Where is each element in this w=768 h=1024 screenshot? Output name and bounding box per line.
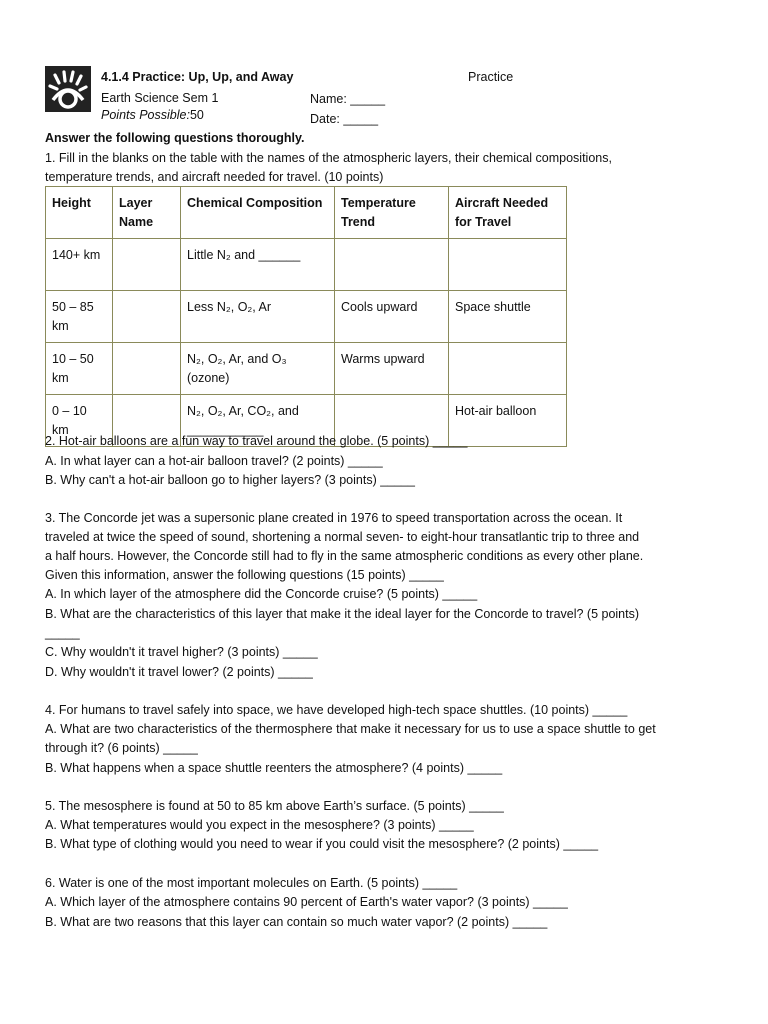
cell-composition: N₂, O₂, Ar, CO₂, and ___________ (181, 395, 335, 447)
cell-height: 10 – 50 km (46, 343, 113, 395)
cell-composition: Less N₂, O₂, Ar (181, 291, 335, 343)
instructions: Answer the following questions thoroughly. (45, 131, 305, 145)
cell-height: 50 – 85 km (46, 291, 113, 343)
question-3-line-2: traveled at twice the speed of sound, shortening a normal seven- to eight-hour transatlantic trip to three and (45, 530, 640, 544)
course-name: Earth Science Sem 1 (101, 91, 219, 105)
sun-logo-icon (45, 66, 91, 112)
cell-layer-name (113, 343, 181, 395)
question-2b: B. Why can't a hot-air balloon go to higher layers? (3 points) _____ (45, 473, 415, 487)
table-header-row (46, 187, 567, 239)
points-possible (101, 108, 204, 122)
question-4: 4. For humans to travel safely into space, we have developed high-tech space shuttles. (10 points) _____ (45, 703, 628, 717)
cell-layer-name (113, 239, 181, 291)
header-aircraft: Aircraft Needed for Travel (449, 187, 567, 239)
cell-height: 0 – 10 km (46, 395, 113, 447)
cell-temperature: Cools upward (335, 291, 449, 343)
cell-aircraft (449, 343, 567, 395)
question-3c: C. Why wouldn't it travel higher? (3 points) _____ (45, 645, 318, 659)
cell-composition: N₂, O₂, Ar, and O₃ (ozone) (181, 343, 335, 395)
table-row (46, 291, 567, 343)
question-6: 6. Water is one of the most important molecules on Earth. (5 points) _____ (45, 876, 458, 890)
question-3-line-4: Given this information, answer the following questions (15 points) _____ (45, 568, 444, 582)
name-field: Name: _____ (310, 92, 386, 106)
cell-height: 140+ km (46, 239, 113, 291)
question-5b: B. What type of clothing would you need to wear if you could visit the mesosphere? (2 points) _____ (45, 837, 599, 851)
question-5a: A. What temperatures would you expect in the mesosphere? (3 points) _____ (45, 818, 474, 832)
question-1-line-2: temperature trends, and aircraft needed for travel. (10 points) (45, 170, 384, 184)
header-height: Height (46, 187, 113, 239)
cell-temperature (335, 239, 449, 291)
header-temperature-trend: Temperature Trend (335, 187, 449, 239)
worksheet-type: Practice (468, 70, 514, 84)
question-2a: A. In what layer can a hot-air balloon travel? (2 points) _____ (45, 454, 383, 468)
cell-aircraft: Space shuttle (449, 291, 567, 343)
cell-layer-name (113, 291, 181, 343)
atmosphere-table (45, 186, 567, 447)
points-label: Points Possible: (101, 108, 190, 122)
header-chemical-composition: Chemical Composition (181, 187, 335, 239)
cell-temperature: Warms upward (335, 343, 449, 395)
table-row (46, 343, 567, 395)
question-1-line-1: 1. Fill in the blanks on the table with the names of the atmospheric layers, their chemical compositions, (45, 151, 612, 165)
question-6b: B. What are two reasons that this layer can contain so much water vapor? (2 points) _____ (45, 915, 548, 929)
date-field: Date: _____ (310, 112, 379, 126)
question-3a: A. In which layer of the atmosphere did the Concorde cruise? (5 points) _____ (45, 587, 478, 601)
question-3-line-1: 3. The Concorde jet was a supersonic plane created in 1976 to speed transportation across the ocean. It (45, 511, 623, 525)
question-4b: B. What happens when a space shuttle reenters the atmosphere? (4 points) _____ (45, 761, 503, 775)
question-2: 2. Hot-air balloons are a fun way to travel around the globe. (5 points) _____ (45, 434, 468, 448)
question-6a: A. Which layer of the atmosphere contains 90 percent of Earth's water vapor? (3 points) _____ (45, 895, 568, 909)
worksheet-title: 4.1.4 Practice: Up, Up, and Away (101, 70, 294, 84)
table-row (46, 239, 567, 291)
cell-aircraft (449, 239, 567, 291)
header-layer-name: Layer Name (113, 187, 181, 239)
question-3b: B. What are the characteristics of this layer that make it the ideal layer for the Concorde to travel? (5 points) (45, 607, 640, 621)
question-4a-line-2: through it? (6 points) _____ (45, 741, 198, 755)
question-3b-blank: _____ (45, 626, 80, 640)
question-4a-line-1: A. What are two characteristics of the thermosphere that make it necessary for us to use a space shuttle to get (45, 722, 656, 736)
points-value: 50 (189, 108, 204, 122)
cell-composition: Little N₂ and ______ (181, 239, 335, 291)
cell-aircraft: Hot-air balloon (449, 395, 567, 447)
question-5: 5. The mesosphere is found at 50 to 85 km above Earth’s surface. (5 points) _____ (45, 799, 504, 813)
question-3d: D. Why wouldn't it travel lower? (2 points) _____ (45, 665, 313, 679)
question-3-line-3: a half hours. However, the Concorde still had to fly in the same atmospheric conditions as every other plane. (45, 549, 644, 563)
